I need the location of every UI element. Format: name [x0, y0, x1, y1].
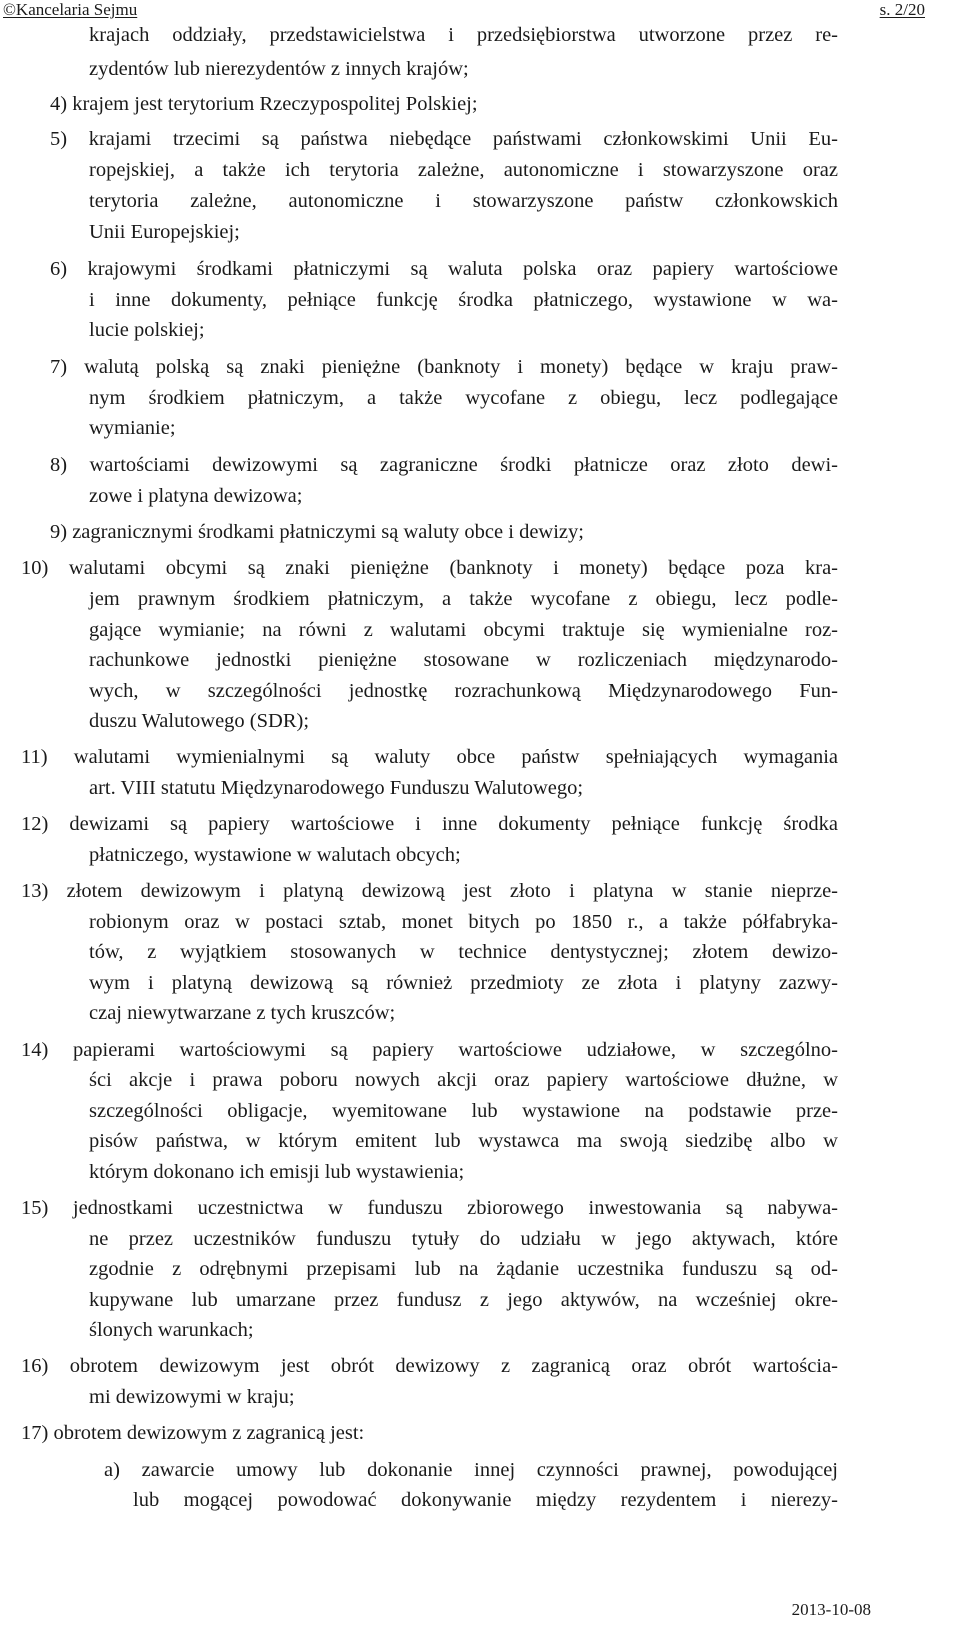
text-line: ne przez uczestników funduszu tytuły do udziału w jego aktywach, które [89, 1228, 838, 1250]
text-line: gające wymianie; na równi z walutami obcymi traktuje się wymienialne roz- [89, 619, 838, 641]
text-line: 16) obrotem dewizowym jest obrót dewizowy z zagranicą oraz obrót wartościa- [21, 1355, 838, 1377]
text-line: czaj niewytwarzane z tych kruszców; [89, 1002, 396, 1024]
text-line: rachunkowe jednostki pieniężne stosowane w rozliczeniach międzynarodo- [89, 649, 838, 671]
text-line: kupywane lub umarzane przez fundusz z jego aktywów, na wcześniej okre- [89, 1289, 838, 1311]
page-header [0, 0, 960, 24]
text-line: jem prawnym środkiem płatniczym, a także wycofane z obiegu, lecz podle- [89, 588, 838, 610]
text-line: 12) dewizami są papiery wartościowe i inne dokumenty pełniące funkcję środka [21, 813, 838, 835]
text-line: zydentów lub nierezydentów z innych krajów; [89, 58, 469, 80]
document-date: 2013-10-08 [791, 1600, 871, 1619]
text-line: którym dokonano ich emisji lub wystawienia; [89, 1161, 465, 1183]
text-line: duszu Walutowego (SDR); [89, 710, 310, 732]
text-line: ści akcje i prawa poboru nowych akcji oraz papiery wartościowe dłużne, w [89, 1069, 838, 1091]
text-line: art. VIII statutu Międzynarodowego Funduszu Walutowego; [89, 777, 584, 799]
text-line: mi dewizowymi w kraju; [89, 1386, 295, 1408]
text-line: 14) papierami wartościowymi są papiery wartościowe udziałowe, w szczególno- [21, 1039, 838, 1061]
text-line: szczególności obligacje, wyemitowane lub wystawione na podstawie prze- [89, 1100, 838, 1122]
text-line: wym i platyną dewizową są również przedmioty ze złota i platyny zazwy- [89, 972, 838, 994]
text-line: 15) jednostkami uczestnictwa w funduszu zbiorowego inwestowania są nabywa- [21, 1197, 838, 1219]
text-line: Unii Europejskiej; [89, 221, 240, 243]
text-line: płatniczego, wystawione w walutach obcych; [89, 844, 461, 866]
text-line: zgodnie z odrębnymi przepisami lub na żądanie uczestnika funduszu są od- [89, 1258, 838, 1280]
text-line: robionym oraz w postaci sztab, monet bitych po 1850 r., a także półfabryka- [89, 911, 838, 933]
text-line: lub mogącej powodować dokonywanie między rezydentem i nierezy- [133, 1489, 838, 1511]
text-line: 8) wartościami dewizowymi są zagraniczne środki płatnicze oraz złoto dewi- [50, 454, 838, 476]
text-line: tów, z wyjątkiem stosowanych w technice dentystycznej; złotem dewizo- [89, 941, 838, 963]
text-line: krajach oddziały, przedstawicielstwa i przedsiębiorstwa utworzone przez re- [89, 24, 838, 46]
text-line: lucie polskiej; [89, 319, 205, 341]
text-line: wymianie; [89, 417, 176, 439]
text-line: 11) walutami wymienialnymi są waluty obce państw spełniających wymagania [21, 746, 838, 768]
page-number: s. 2/20 [879, 0, 925, 19]
text-line: 10) walutami obcymi są znaki pieniężne (banknoty i monety) będące poza kra- [21, 557, 838, 579]
text-line: 13) złotem dewizowym i platyną dewizową jest złoto i platyna w stanie nieprze- [21, 880, 838, 902]
text-line: nym środkiem płatniczym, a także wycofane z obiegu, lecz podlegające [89, 387, 838, 409]
text-line: i inne dokumenty, pełniące funkcję środka płatniczego, wystawione w wa- [89, 289, 838, 311]
source-label: ©Kancelaria Sejmu [3, 0, 138, 19]
text-line: 4) krajem jest terytorium Rzeczypospolitej Polskiej; [50, 93, 478, 115]
text-line: 9) zagranicznymi środkami płatniczymi są waluty obce i dewizy; [50, 521, 584, 543]
text-line: 17) obrotem dewizowym z zagranicą jest: [21, 1422, 365, 1444]
text-line: pisów państwa, w którym emitent lub wystawca ma swoją siedzibę albo w [89, 1130, 838, 1152]
text-line: a) zawarcie umowy lub dokonanie innej czynności prawnej, powodującej [104, 1459, 838, 1481]
text-line: ślonych warunkach; [89, 1319, 254, 1341]
text-line: terytoria zależne, autonomiczne i stowarzyszone państw członkowskich [89, 190, 838, 212]
text-line: zowe i platyna dewizowa; [89, 485, 303, 507]
text-line: 5) krajami trzecimi są państwa niebędące państwami członkowskimi Unii Eu- [50, 128, 838, 150]
text-line: wych, w szczególności jednostkę rozrachunkową Międzynarodowego Fun- [89, 680, 838, 702]
text-line: 7) walutą polską są znaki pieniężne (banknoty i monety) będące w kraju praw- [50, 356, 838, 378]
text-line: 6) krajowymi środkami płatniczymi są waluta polska oraz papiery wartościowe [50, 258, 838, 280]
text-line: ropejskiej, a także ich terytoria zależne, autonomiczne i stowarzyszone oraz [89, 159, 838, 181]
